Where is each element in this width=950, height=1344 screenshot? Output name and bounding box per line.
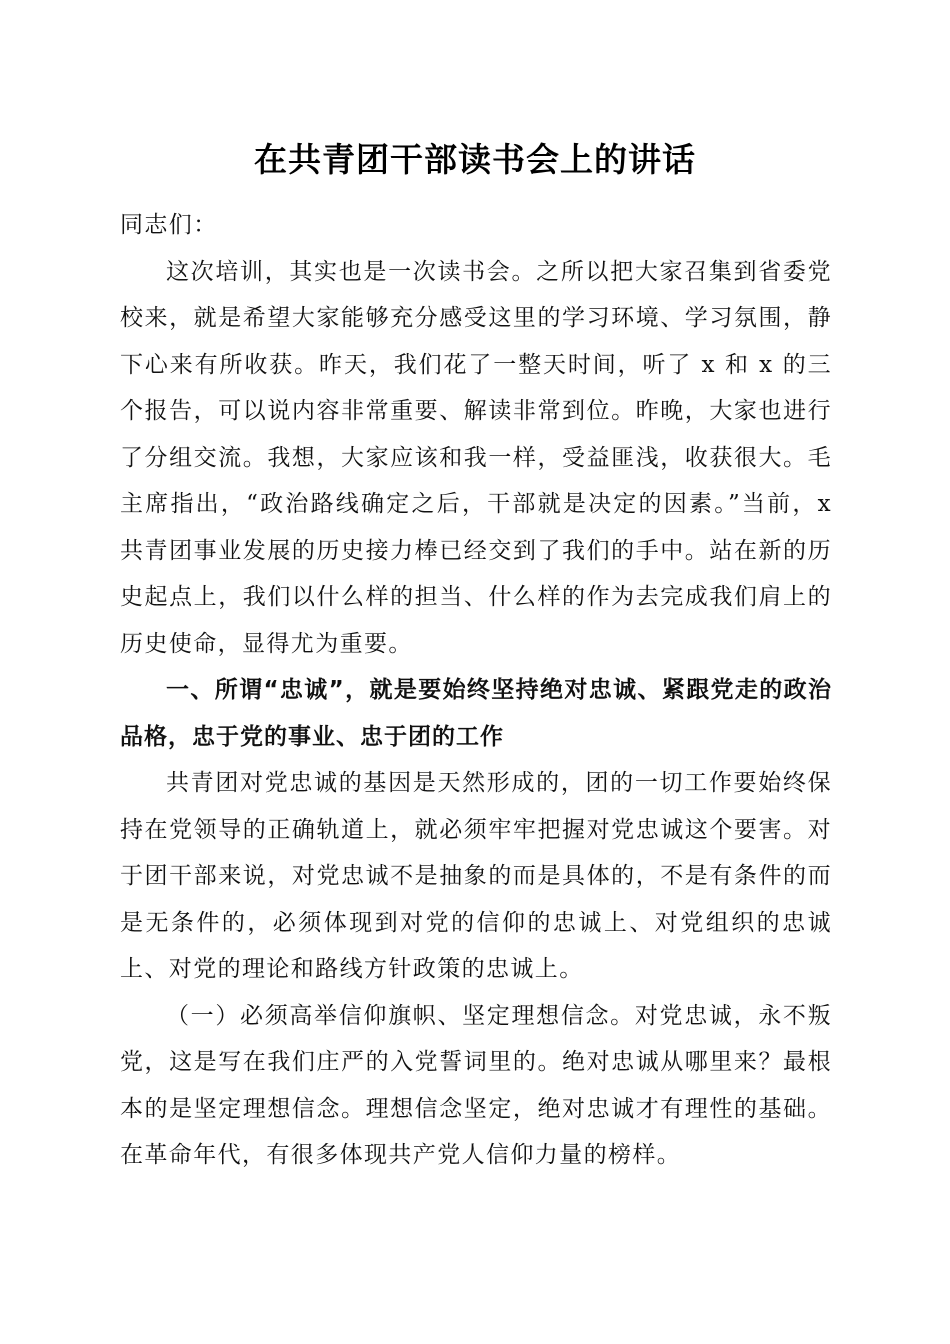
subsection-1-paragraph [120,993,832,1179]
intro-paragraph: 这次培训，其实也是一次读书会。之所以把大家召集到省委党校来，就是希望大家能够充分感受这里的学习环境、学习氛围，静下心来有所收获。昨天，我们花了一整天时间，听了 x 和 x 的三个报告，可以说内容非常重要、解读非常到位。昨晚，大家也进行了分组交流。我想，大家应该和我一样，受益匪浅，收获很大。毛主席指出，“政治路线确定之后，干部就是决定的因素。”当前，x 共青团事业发展的历史接力棒已经交到了我们的手中。站在新的历史起点上，我们以什么样的担当、什么样的作为去完成我们肩上的历史使命，显得尤为重要。 [120,258,832,657]
section-1-paragraph: 共青团对党忠诚的基因是天然形成的，团的一切工作要始终保持在党领导的正确轨道上，就必须牢牢把握对党忠诚这个要害。对于团干部来说，对党忠诚不是抽象的而是具体的，不是有条件的而是无条件的，必须体现到对党的信仰的忠诚上、对党组织的忠诚上、对党的理论和路线方针政策的忠诚上。 [120,770,832,982]
subsection-1-text: 对党忠诚，永不叛党，这是写在我们庄严的入党誓词里的。绝对忠诚从哪里来？最根本的是坚定理想信念。理想信念坚定，绝对忠诚才有理性的基础。在革命年代，有很多体现共产党人信仰力量的榜样。 [120,1002,832,1168]
subsection-1-label: （一）必须高举信仰旗帜、坚定理想信念。 [166,1002,635,1029]
document-title: 在共青团干部读书会上的讲话 [254,140,696,179]
salutation: 同志们： [120,212,218,238]
section-1-heading: 一、所谓“忠诚”，就是要始终坚持绝对忠诚、紧跟党走的政治品格，忠于党的事业、忠于团的工作 [120,677,832,750]
document-body [120,202,832,1179]
